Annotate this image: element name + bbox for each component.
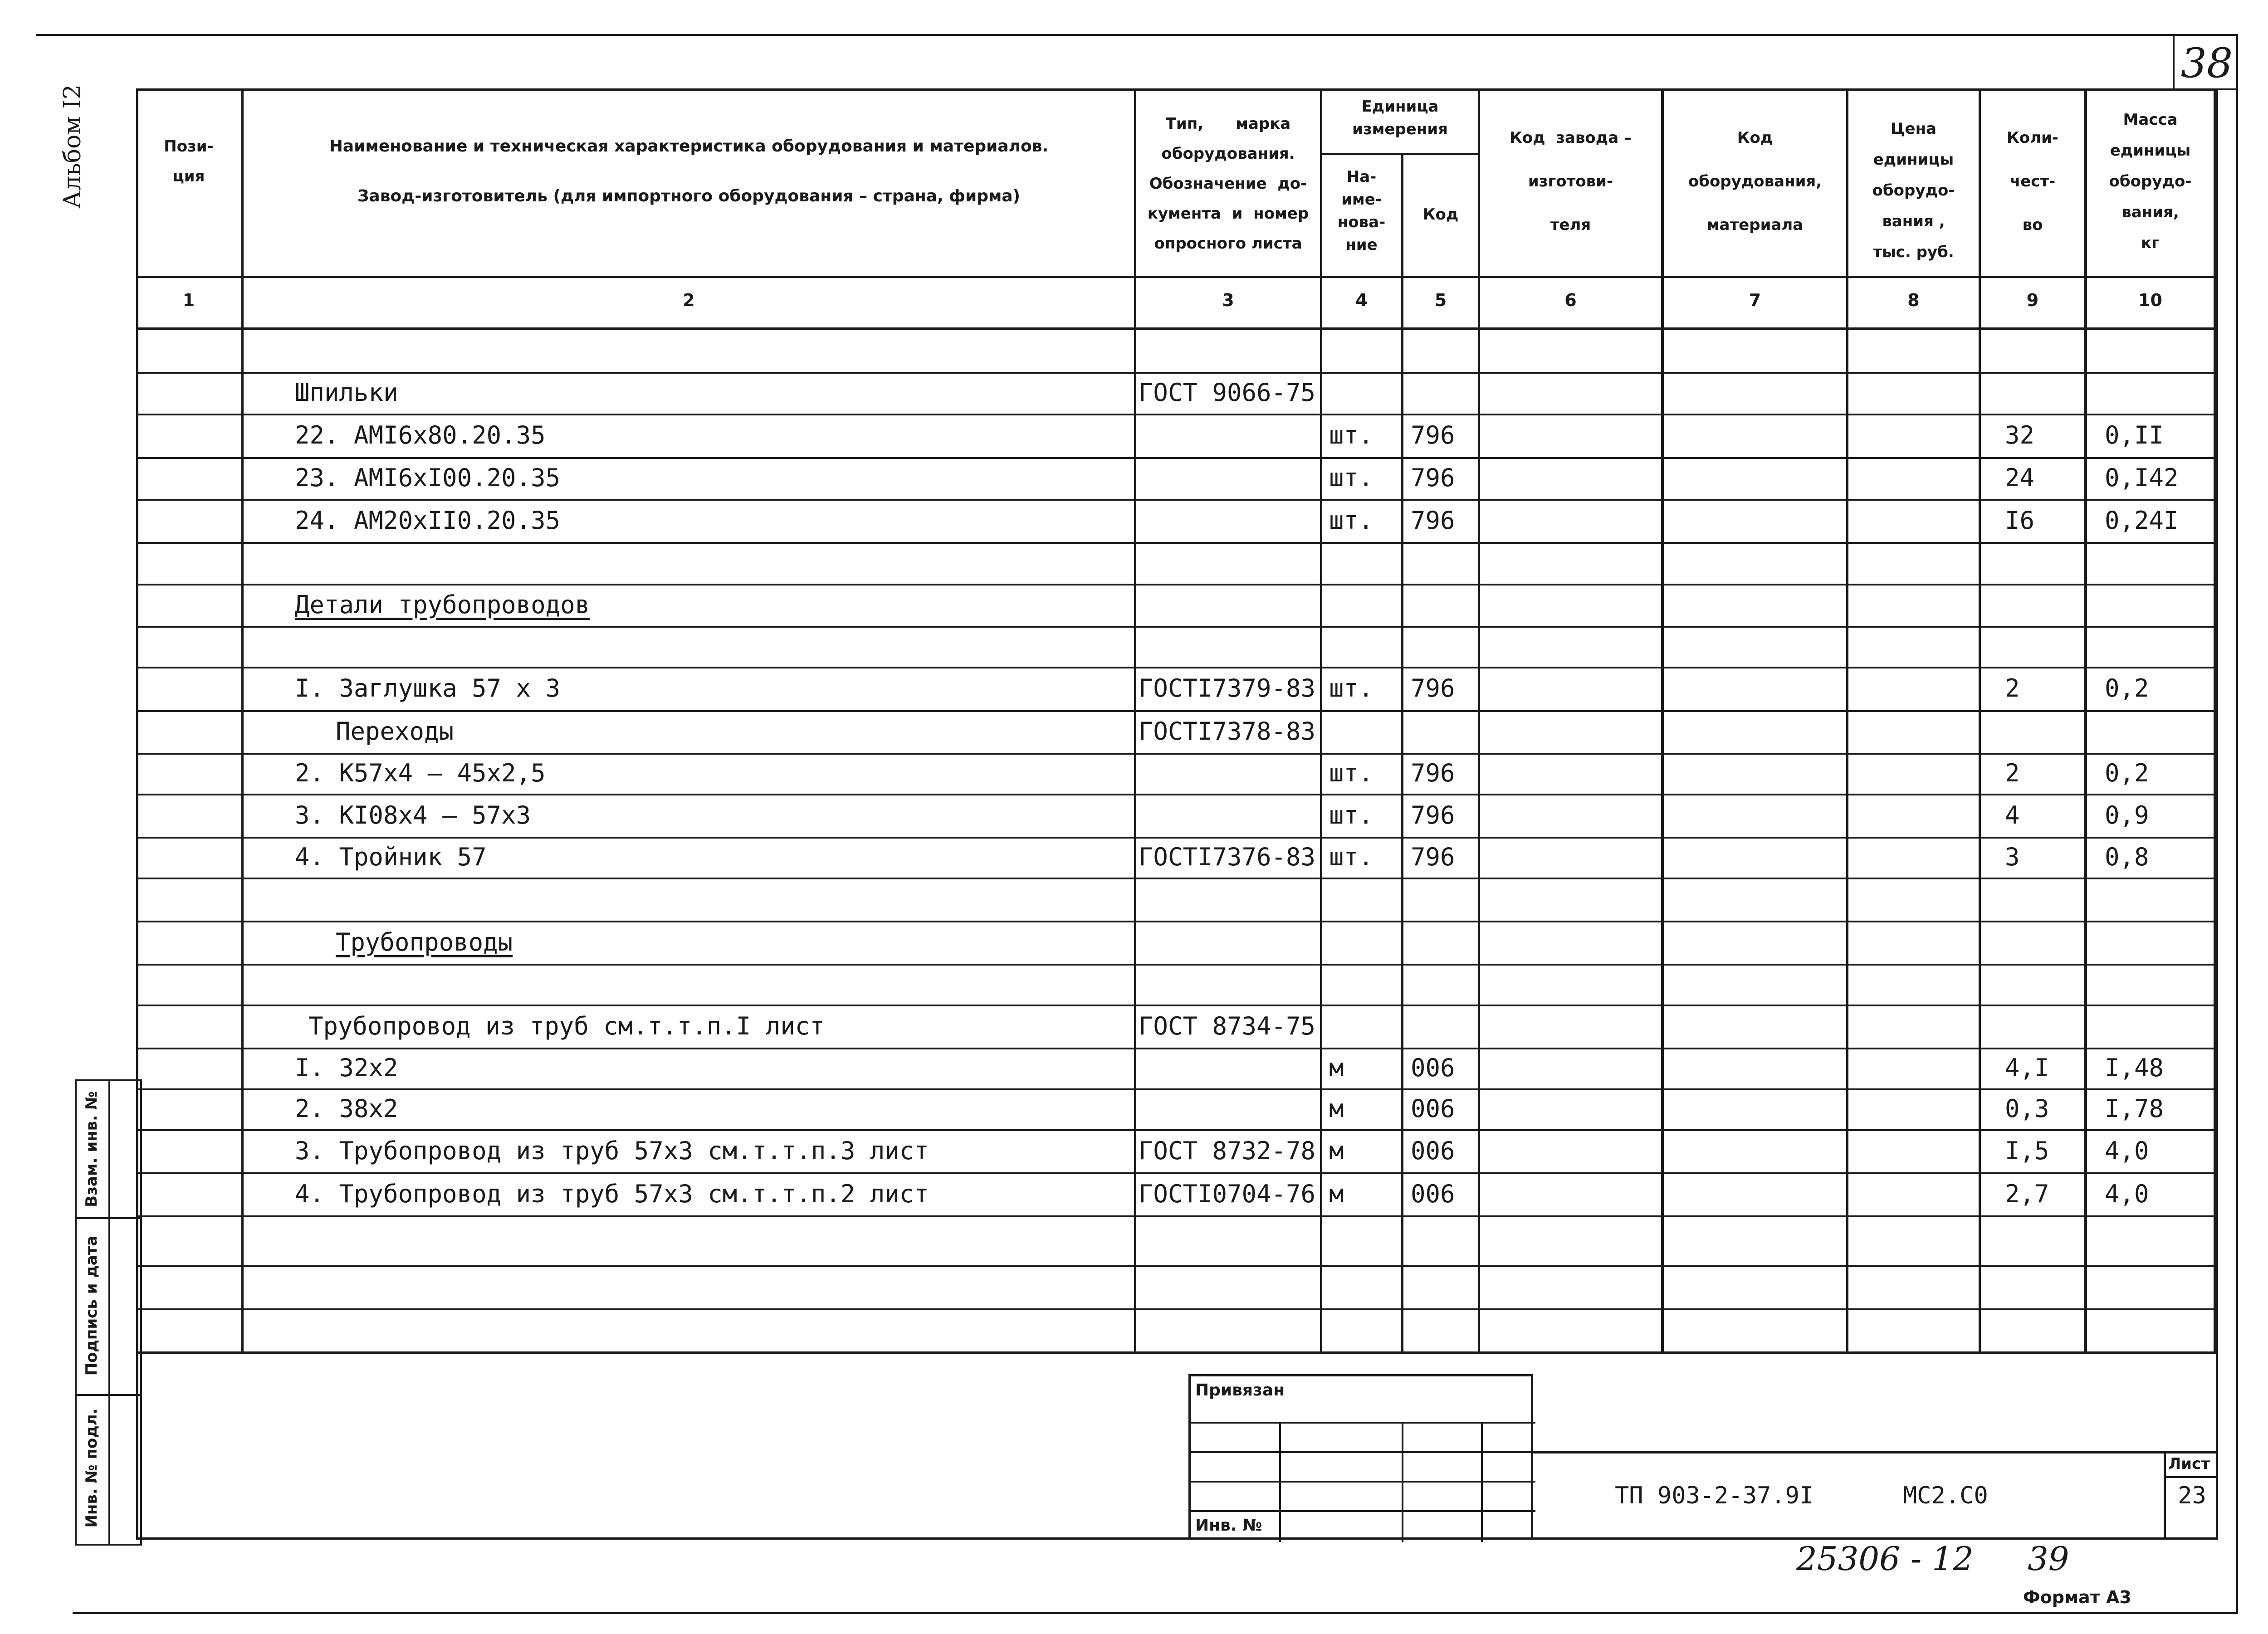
row-unit: шт. — [1329, 506, 1374, 535]
row-code: 796 — [1411, 759, 1455, 787]
privyazan-label: Привязан — [1195, 1381, 1285, 1400]
row-name: Трубопроводы — [336, 927, 513, 956]
row-separator — [136, 837, 2218, 839]
col-number: 4 — [1355, 290, 1368, 310]
row-qty: 4,I — [2005, 1054, 2049, 1082]
side-stamp-podpis: Подпись и дата — [83, 1235, 101, 1376]
row-name: I. 32х2 — [295, 1054, 398, 1082]
row-separator — [136, 878, 2218, 879]
row-separator — [136, 1172, 2218, 1174]
col-number: 2 — [683, 290, 695, 310]
album-label: Альбом I2 — [59, 84, 86, 209]
row-code: 796 — [1411, 463, 1455, 492]
row-unit: м — [1329, 1179, 1344, 1208]
col-number: 9 — [2026, 290, 2039, 310]
corner-sheet-number: 38 — [2180, 39, 2233, 87]
row-qty: 4 — [2005, 800, 2020, 829]
row-doc: ГОСТI0704-76 — [1138, 1179, 1316, 1208]
row-code: 006 — [1411, 1136, 1455, 1165]
row-separator — [136, 1048, 2218, 1049]
row-name: 24. АМ20хII0.20.35 — [295, 506, 561, 535]
row-mass: 0,8 — [2105, 843, 2149, 871]
row-separator — [136, 1005, 2218, 1006]
row-mass: 4,0 — [2105, 1136, 2149, 1165]
row-name: Шпильки — [295, 378, 398, 407]
row-mass: 0,9 — [2105, 800, 2149, 829]
row-separator — [136, 584, 2218, 585]
side-stamp-vzam: Взам. инв. № — [83, 1091, 101, 1207]
row-separator — [136, 1088, 2218, 1090]
col-number: 10 — [2138, 290, 2162, 310]
row-name: 23. АМI6хI00.20.35 — [295, 463, 561, 492]
header-col1: Пози- ция — [164, 137, 214, 185]
right-border — [2236, 34, 2238, 1612]
inv-no-label: Инв. № — [1195, 1516, 1262, 1535]
row-separator — [136, 499, 2218, 501]
row-mass: I,78 — [2105, 1094, 2164, 1123]
doc-designation: ТП 903-2-37.9I — [1615, 1482, 1814, 1509]
row-name: 3. Трубопровод из труб 57х3 см.т.т.п.3 лист — [295, 1136, 929, 1165]
row-name: Трубопровод из труб см.т.т.п.I лист — [308, 1011, 825, 1040]
side-stamp-inv-podl: Инв. № подл. — [83, 1408, 101, 1528]
row-code: 796 — [1411, 800, 1455, 829]
row-separator — [136, 414, 2218, 415]
row-unit: шт. — [1329, 843, 1374, 871]
row-code: 796 — [1411, 674, 1455, 702]
row-code: 796 — [1411, 421, 1455, 449]
row-separator — [136, 542, 2218, 544]
header-col4: На- име- нова- ние — [1337, 168, 1386, 254]
row-separator — [136, 1308, 2218, 1310]
header-col2-line2: Завод-изготовитель (для импортного оборудования – страна, фирма) — [357, 187, 1021, 205]
col-number: 3 — [1222, 290, 1234, 310]
row-code: 796 — [1411, 843, 1455, 871]
header-col6: Код завода – изготови- теля — [1509, 129, 1632, 234]
col-number: 6 — [1564, 290, 1577, 310]
row-unit: м — [1329, 1136, 1344, 1165]
archive-page: 39 — [2028, 1540, 2069, 1578]
row-separator — [136, 626, 2218, 628]
row-qty: 3 — [2005, 843, 2020, 871]
header-col3: Тип, марка оборудования. Обозначение до- кумента и номер опросного листа — [1147, 115, 1309, 253]
row-separator — [136, 667, 2218, 668]
col-number: 8 — [1907, 290, 1920, 310]
header-col7: Код оборудования, материала — [1688, 129, 1822, 234]
format-label: Формат А3 — [2023, 1587, 2131, 1607]
row-doc: ГОСТ 9066-75 — [1138, 378, 1316, 407]
row-name: 3. КI08х4 – 57х3 — [295, 800, 531, 829]
row-mass: 0,I42 — [2105, 463, 2179, 492]
row-name: I. Заглушка 57 х 3 — [295, 674, 561, 702]
row-name: 22. АМI6х80.20.35 — [295, 421, 546, 449]
row-qty: 2,7 — [2005, 1179, 2049, 1208]
row-separator — [136, 794, 2218, 795]
row-name: 4. Трубопровод из труб 57х3 см.т.т.п.2 лист — [295, 1179, 929, 1208]
header-unit-group: Единица измерения — [1352, 98, 1448, 138]
row-separator — [136, 921, 2218, 922]
row-unit: шт. — [1329, 421, 1374, 449]
row-separator — [136, 1129, 2218, 1131]
row-name: Переходы — [336, 717, 454, 746]
header-col2-line1: Наименование и техническая характеристика оборудования и материалов. — [329, 137, 1049, 156]
row-unit: шт. — [1329, 463, 1374, 492]
row-qty: 32 — [2005, 421, 2035, 449]
doc-mark: МС2.С0 — [1903, 1482, 1988, 1509]
archive-number: 25306 - 12 — [1796, 1540, 1974, 1578]
row-separator — [136, 753, 2218, 755]
row-code: 006 — [1411, 1054, 1455, 1082]
row-separator — [136, 1215, 2218, 1217]
row-name: 2. 38х2 — [295, 1094, 398, 1123]
row-name: 2. К57х4 – 45х2,5 — [295, 759, 546, 787]
side-stamp — [75, 1079, 142, 1546]
row-name: Детали трубопроводов — [295, 590, 590, 619]
row-separator — [136, 457, 2218, 459]
row-unit: м — [1329, 1054, 1344, 1082]
row-qty: 2 — [2005, 674, 2020, 702]
row-code: 796 — [1411, 506, 1455, 535]
row-mass: 0,2 — [2105, 759, 2149, 787]
col-number: 7 — [1749, 290, 1761, 310]
row-doc: ГОСТI7379-83 — [1138, 674, 1316, 702]
row-separator — [136, 372, 2218, 374]
col-number: 1 — [182, 290, 195, 310]
row-qty: 2 — [2005, 759, 2020, 787]
col-number: 5 — [1434, 290, 1447, 310]
title-block-privyazan — [1188, 1374, 1533, 1540]
header-col9: Коли- чест- во — [2007, 129, 2058, 234]
row-separator — [136, 1265, 2218, 1267]
row-doc: ГОСТ 8732-78 — [1138, 1136, 1316, 1165]
row-name: 4. Тройник 57 — [295, 843, 487, 871]
row-qty: 24 — [2005, 463, 2035, 492]
bottom-border — [73, 1612, 2238, 1614]
row-mass: 0,II — [2105, 421, 2164, 449]
row-mass: 0,24I — [2105, 506, 2179, 535]
row-separator — [136, 964, 2218, 966]
row-code: 006 — [1411, 1179, 1455, 1208]
row-mass: I,48 — [2105, 1054, 2164, 1082]
row-doc: ГОСТI7378-83 — [1138, 717, 1316, 746]
header-col5: Код — [1422, 205, 1459, 224]
row-unit: м — [1329, 1094, 1344, 1123]
row-doc: ГОСТ 8734-75 — [1138, 1011, 1316, 1040]
header-col8: Цена единицы оборудо- вания , тыс. руб. — [1872, 120, 1955, 261]
row-unit: шт. — [1329, 759, 1374, 787]
row-separator — [136, 710, 2218, 712]
row-mass: 0,2 — [2105, 674, 2149, 702]
row-doc: ГОСТI7376-83 — [1138, 843, 1316, 871]
header-col10: Масса единицы оборудо- вания, кг — [2109, 111, 2192, 252]
row-qty: 0,3 — [2005, 1094, 2049, 1123]
row-qty: I,5 — [2005, 1136, 2049, 1165]
sheet-number: 23 — [2178, 1482, 2206, 1509]
top-border — [36, 34, 2236, 36]
row-unit: шт. — [1329, 800, 1374, 829]
row-code: 006 — [1411, 1094, 1455, 1123]
row-unit: шт. — [1329, 674, 1374, 702]
sheet-label: Лист — [2168, 1455, 2210, 1473]
row-qty: I6 — [2005, 506, 2035, 535]
row-mass: 4,0 — [2105, 1179, 2149, 1208]
